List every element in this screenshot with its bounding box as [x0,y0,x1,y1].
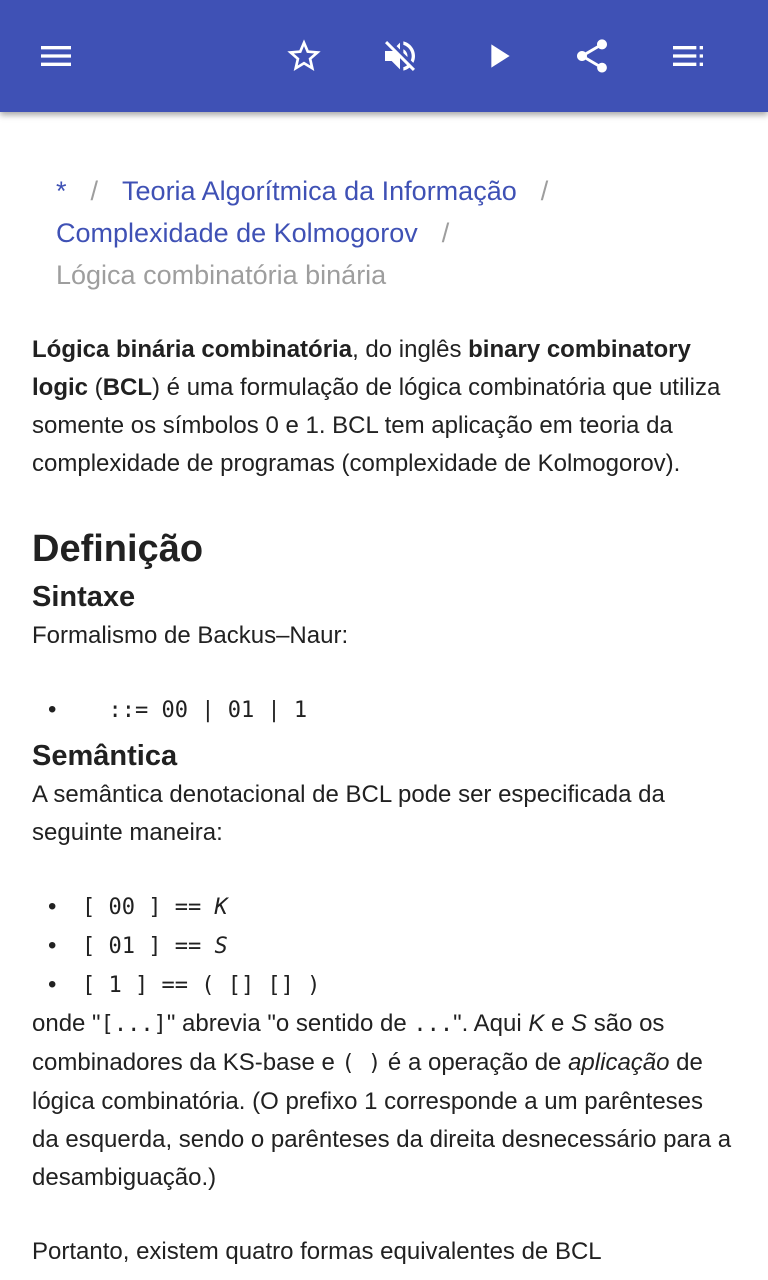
playlist-icon [668,36,708,76]
breadcrumb-separator: / [540,176,549,206]
menu-icon [36,36,76,76]
star-icon [284,36,324,76]
breadcrumb-kolmogorov-link[interactable]: Complexidade de Kolmogorov [56,218,418,248]
semantica-text: A semântica denotacional de BCL pode ser especificada da seguinte maneira: [32,781,665,846]
volume-off-icon [380,36,420,76]
menu-button[interactable] [28,28,84,84]
list-item [32,691,732,730]
breadcrumb-separator: / [441,218,450,248]
section-heading-definicao: Definição [32,528,204,570]
semantics-list [32,888,732,1005]
intro-paragraph: Lógica binária combinatória, do inglês binary combinatory logic (BCL) é uma formulação de lógica combinatória que utiliza somente os símbolos 0 e 1. BCL tem aplicação em teoria da complexidade de programas (complexidade de Kolmogorov). [32,336,721,477]
english-term-bold: binary combinatory logic [32,336,691,401]
share-icon [572,36,612,76]
abbreviation-bold: BCL [102,374,153,401]
breadcrumb-teoria-link[interactable]: Teoria Algorítmica da Informação [122,176,517,206]
mute-button[interactable] [372,28,428,84]
list-item: • [ 1 ] == ( [] [] ) [32,966,732,1005]
subsection-heading-semantica: Semântica [32,740,178,772]
app-bar [0,0,768,112]
subsection-heading-sintaxe: Sintaxe [32,581,136,613]
breadcrumb [56,170,732,296]
play-button[interactable] [470,28,526,84]
contents-button[interactable] [660,28,716,84]
breadcrumb-home-link[interactable]: * [56,176,67,206]
breadcrumb-separator: / [90,176,99,206]
share-button[interactable] [564,28,620,84]
sintaxe-text: Formalismo de Backus–Naur: [32,622,349,649]
favorite-button[interactable] [276,28,332,84]
article-content [32,170,732,1271]
term-bold: Lógica binária combinatória [32,336,353,363]
play-icon [478,36,518,76]
breadcrumb-current: Lógica combinatória binária [56,260,387,290]
semantics-note-paragraph: onde "[...]" abrevia "o sentido de ...". Aqui K e S são os combinadores da KS-base e ( ) é a operação de aplicação de lógica combinatória. (O prefixo 1 corresponde a um parênteses da esquerda, sendo o parênteses da direita desnecessário para a desambiguação.) [32,1010,732,1191]
list-item: • [ 01 ] == S [32,927,732,966]
portanto-paragraph: Portanto, existem quatro formas equivalentes de BCL [32,1238,602,1265]
bnf-rule: ::= 00 | 01 | 1 [82,698,308,723]
bnf-list [32,691,732,730]
list-item: • [ 00 ] == K [32,888,732,927]
